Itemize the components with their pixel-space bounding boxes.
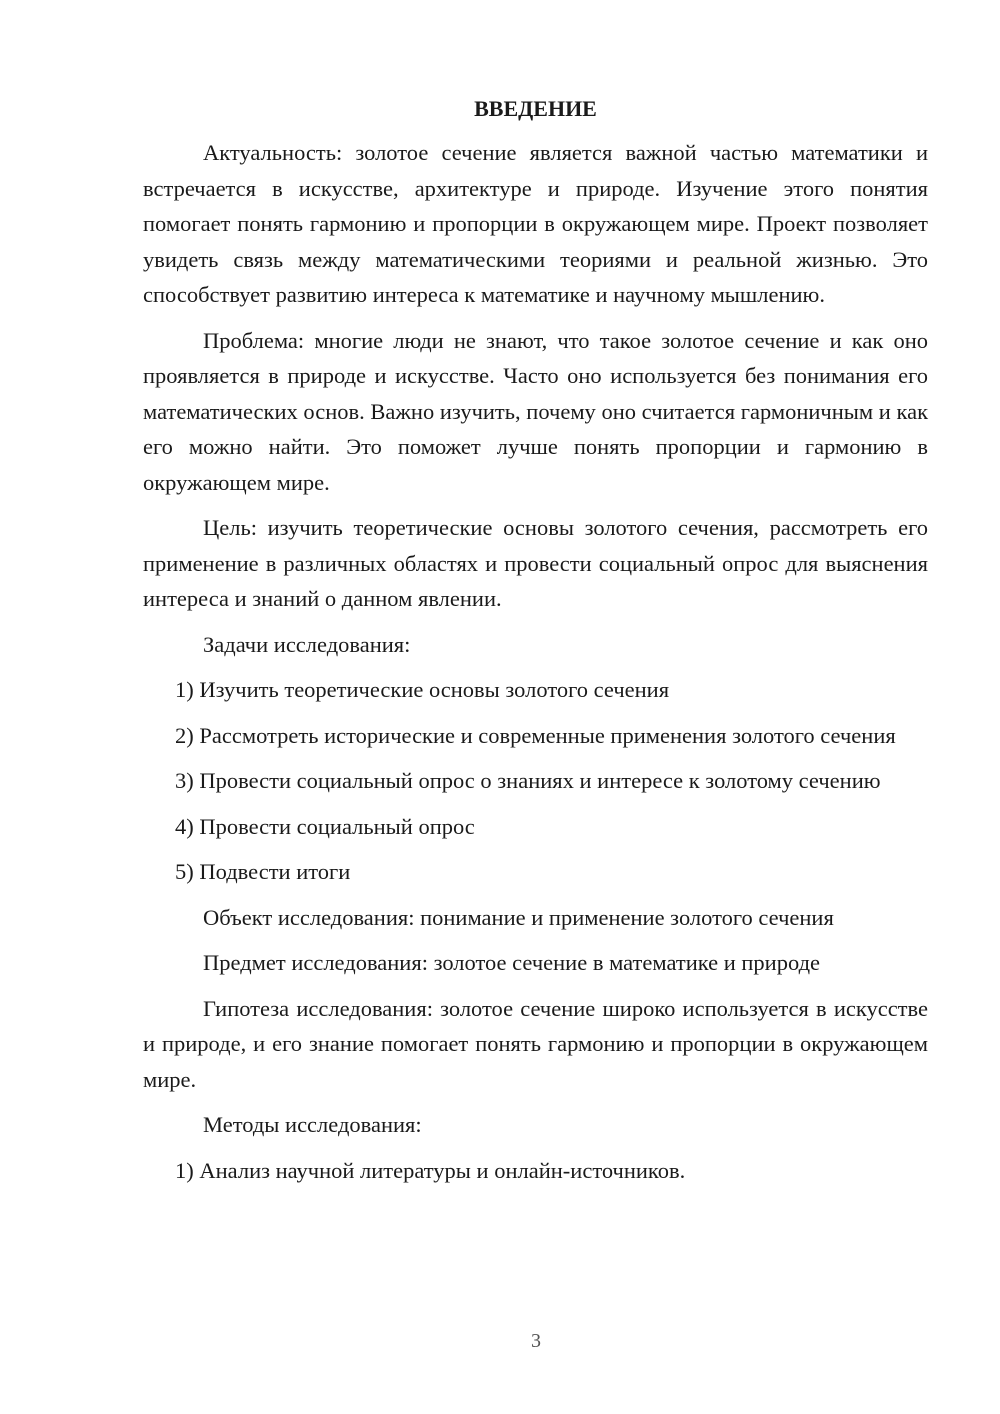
page-number: 3 bbox=[531, 1330, 541, 1352]
tasks-heading: Задачи исследования: bbox=[203, 631, 411, 657]
hypothesis-paragraph: Гипотеза исследования: золотое сечение широко используется в искусстве и природе, и его знание помогает понять гармонию и пропорции в окружающем мире. bbox=[143, 995, 928, 1092]
methods-heading: Методы исследования: bbox=[203, 1112, 422, 1137]
document-page bbox=[143, 92, 928, 1198]
object-line: Объект исследования: понимание и применение золотого сечения bbox=[203, 904, 834, 930]
task-item: 1) Изучить теоретические основы золотого сечения bbox=[175, 677, 670, 702]
subject-line: Предмет исследования: золотое сечение в математике и природе bbox=[203, 950, 821, 975]
task-item: 3) Провести социальный опрос о знаниях и интересе к золотому сечению bbox=[175, 768, 881, 793]
method-item: 1) Анализ научной литературы и онлайн-источников. bbox=[175, 1157, 686, 1183]
problem-paragraph: Проблема: многие люди не знают, что такое золотое сечение и как оно проявляется в природе и искусстве. Часто оно используется без понимания его математических основ. Важно изучить, почему оно считается гармоничным и как его можно найти. Это поможет лучше понять пропорции и гармонию в окружающем мире. bbox=[143, 327, 928, 495]
task-item: 2) Рассмотреть исторические и современные применения золотого сечения bbox=[175, 722, 896, 748]
section-heading: ВВЕДЕНИЕ bbox=[474, 96, 597, 121]
task-item: 4) Провести социальный опрос bbox=[175, 813, 475, 839]
relevance-paragraph: Актуальность: золотое сечение является важной частью математики и встречается в искусстве, архитектуре и природе. Изучение этого понятия помогает понять гармонию и пропорции в окружающем мире. Проект позволяет увидеть связь между математическими теориями и реальной жизнью. Это способствует развитию интереса к математике и научному мышлению. bbox=[143, 140, 928, 307]
task-item: 5) Подвести итоги bbox=[175, 859, 351, 884]
goal-paragraph: Цель: изучить теоретические основы золотого сечения, рассмотреть его применение в различных областях и провести социальный опрос для выяснения интереса и знаний о данном явлении. bbox=[143, 515, 928, 611]
